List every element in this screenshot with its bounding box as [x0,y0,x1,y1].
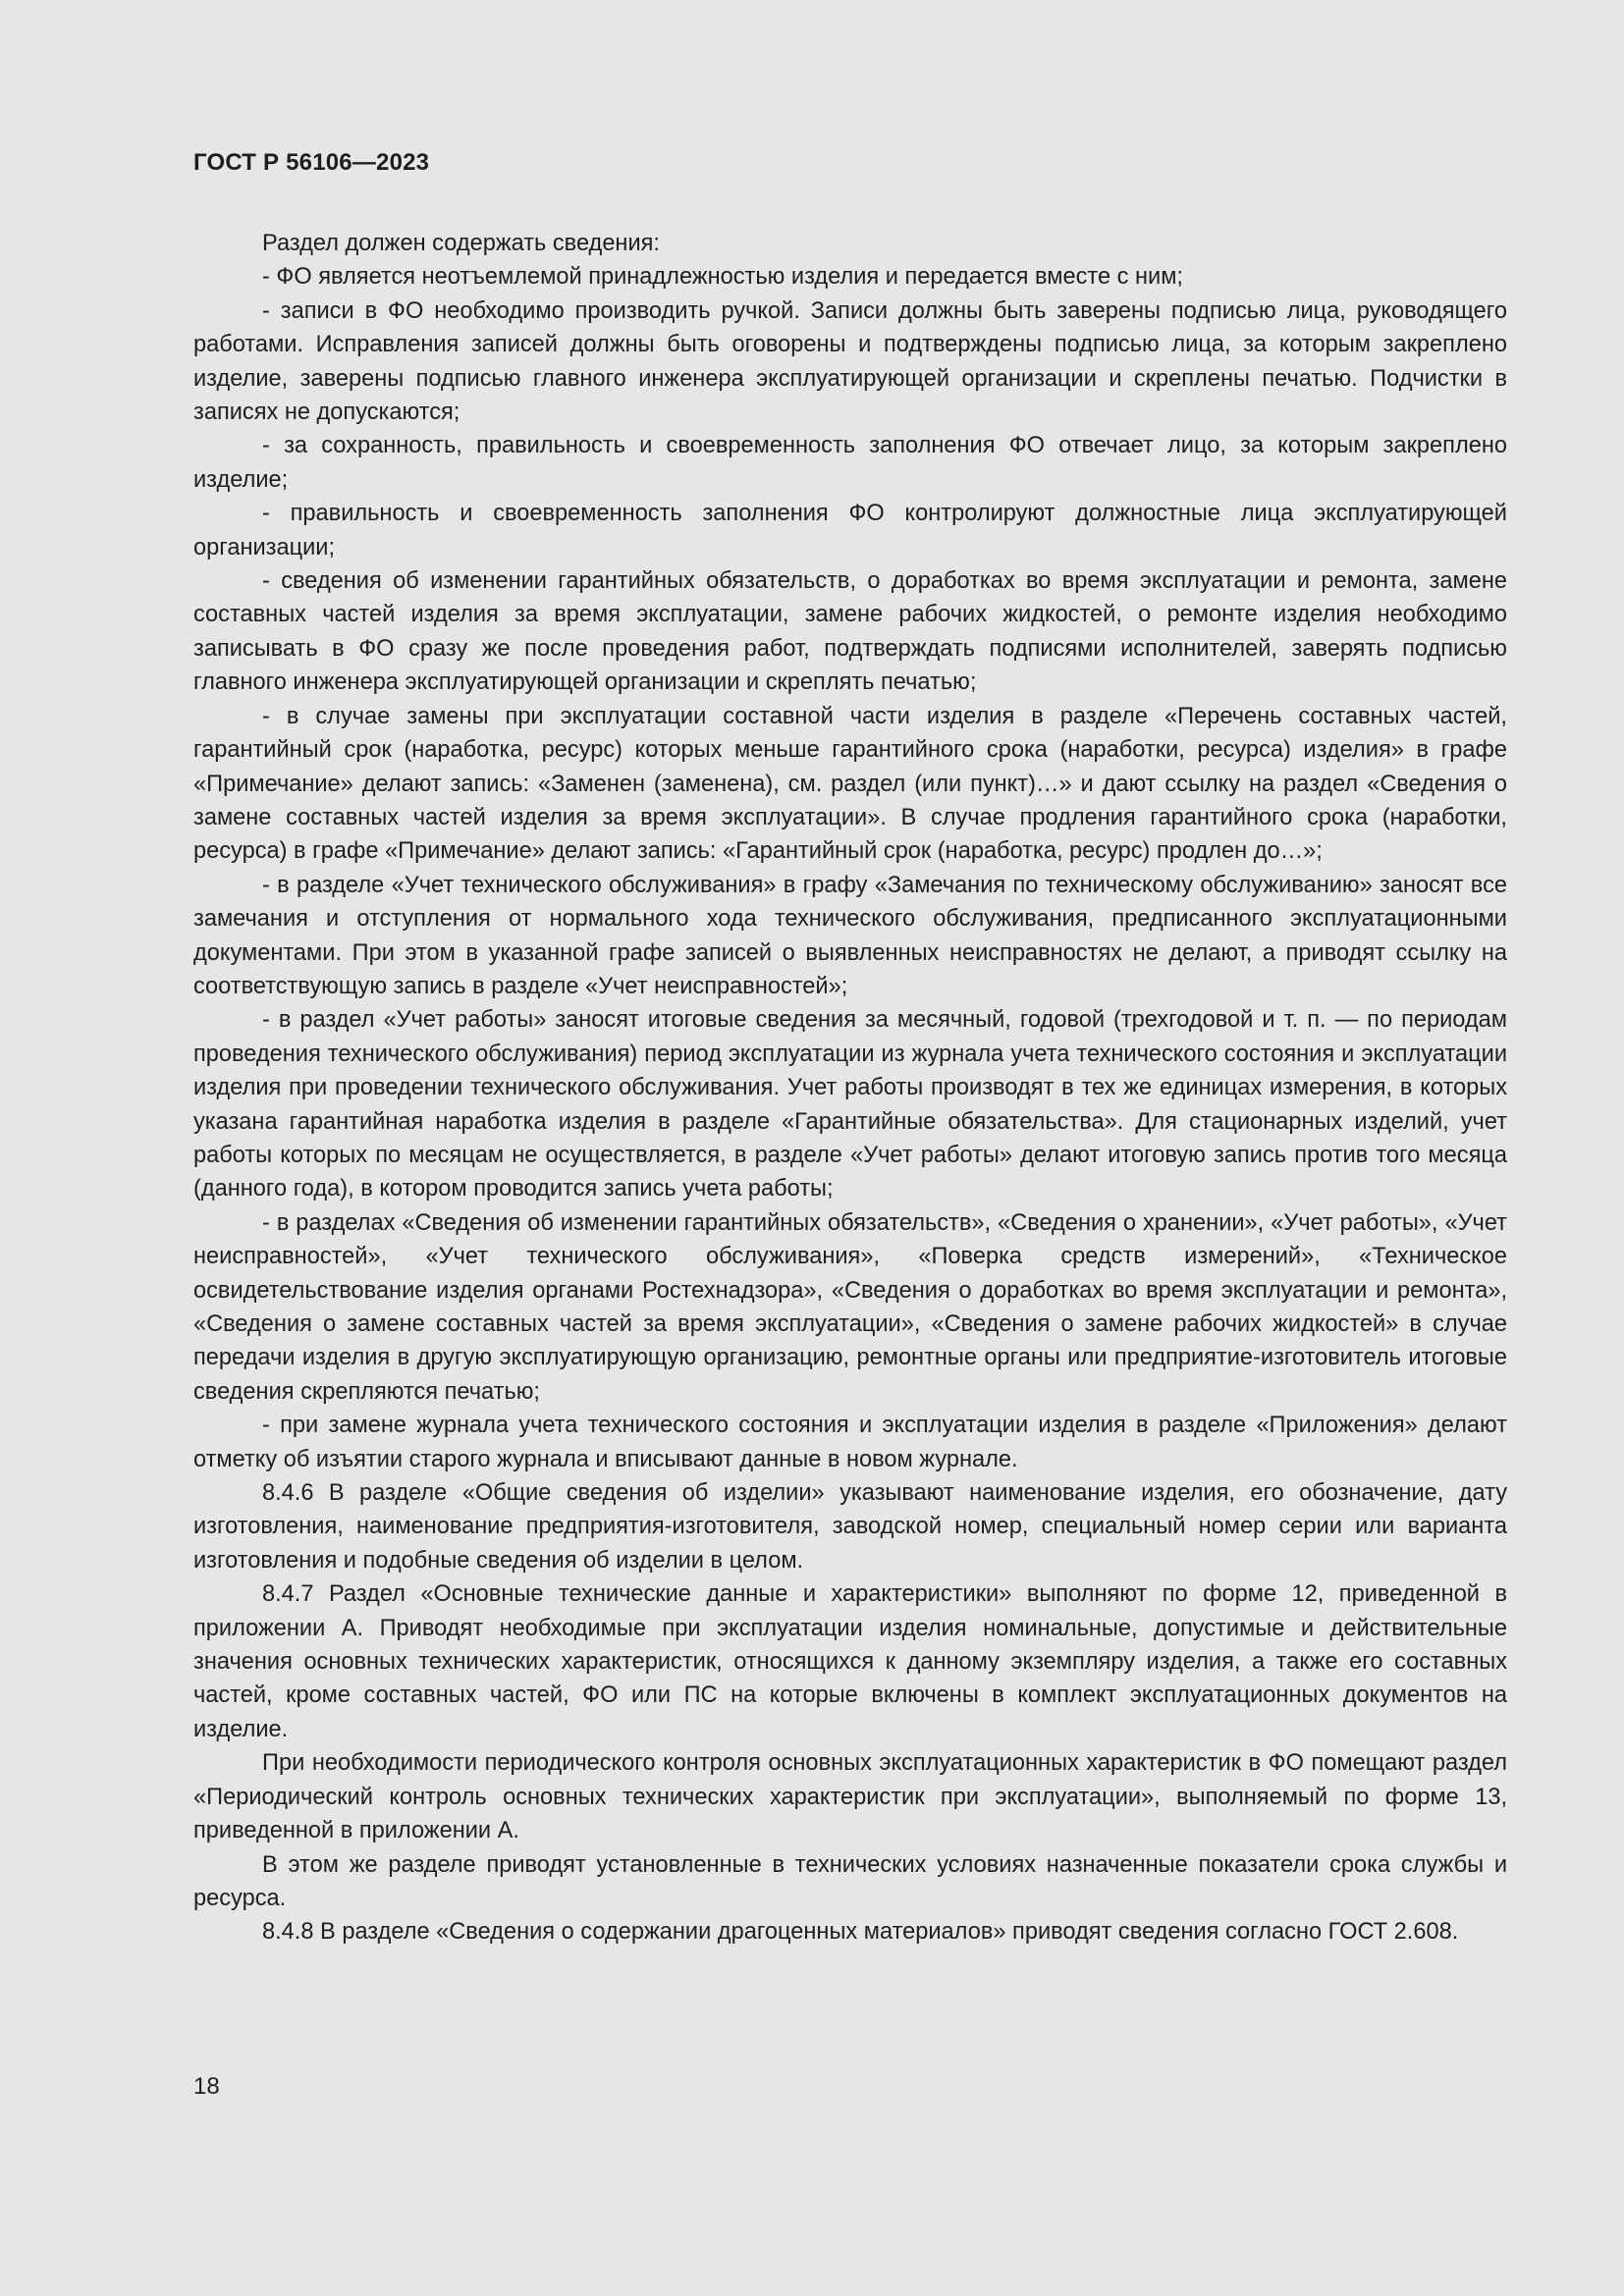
list-item: - в разделах «Сведения об изменении гарантийных обязательств», «Сведения о хранении», «Учет работы», «Учет неисправностей», «Учет технического обслуживания», «Поверка средств измерений», «Техническое освидетельствование изделия органами Ростехнадзора», «Сведения о доработках во время эксплуатации и ремонта», «Сведения о замене составных частей за время эксплуатации», «Сведения о замене рабочих жидкостей» в случае передачи изделия в другую эксплуатирующую организацию, ремонтные органы или предприятие-изготовитель итоговые сведения скрепляются печатью; [193,1209,1507,1405]
list-item: - сведения об изменении гарантийных обязательств, о доработках во время эксплуатации и ремонта, замене составных частей изделия за время эксплуатации, замене рабочих жидкостей, о ремонте изделия необходимо записывать в ФО сразу же после проведения работ, подтверждать подписями исполнителей, заверять подписью главного инженера эксплуатирующей организации и скреплять печатью; [193,568,1507,696]
list-item: - в раздел «Учет работы» заносят итоговые сведения за месячный, годовой (трехгодовой и т. п. — по периодам проведения технического обслуживания) период эксплуатации из журнала учета технического состояния и эксплуатации изделия при проведении технического обслуживания. Учет работы производят в тех же единицах измерения, в которых указана гарантийная наработка изделия в разделе «Гарантийные обязательства». Для стационарных изделий, учет работы которых по месяцам не осуществляется, в разделе «Учет работы» делают итоговую запись против того месяца (данного года), в котором проводится запись учета работы; [193,1007,1507,1202]
document-body [193,227,1507,1949]
standard-header: ГОСТ Р 56106—2023 [193,149,430,176]
clause-8-4-8: 8.4.8 В разделе «Сведения о содержании драгоценных материалов» приводят сведения согласно ГОСТ 2.608. [262,1919,1459,1946]
list-item: - правильность и своевременность заполнения ФО контролируют должностные лица эксплуатирующей организации; [193,501,1507,561]
paragraph: При необходимости периодического контроля основных эксплуатационных характеристик в ФО помещают раздел «Периодический контроль основных технических характеристик при эксплуатации», выполняемый по форме 13, приведенной в приложении А. [193,1750,1507,1844]
list-item: - записи в ФО необходимо производить ручкой. Записи должны быть заверены подписью лица, руководящего работами. Исправления записей должны быть оговорены и подтверждены подписью лица, за которым закреплено изделие, заверены подписью главного инженера эксплуатирующей организации и скреплены печатью. Подчистки в записях не допускаются; [193,297,1507,426]
list-item: - при замене журнала учета технического состояния и эксплуатации изделия в разделе «Приложения» делают отметку об изъятии старого журнала и вписывают данные в новом журнале. [193,1413,1507,1472]
list-item: - в разделе «Учет технического обслуживания» в графу «Замечания по техническому обслуживанию» заносят все замечания и отступления от нормального хода технического обслуживания, предписанного эксплуатационными документами. При этом в указанной графе записей о выявленных неисправностях не делают, а приводят ссылку на соответствующую запись в разделе «Учет неисправностей»; [193,872,1507,999]
list-item: - за сохранность, правильность и своевременность заполнения ФО отвечает лицо, за которым закреплено изделие; [193,433,1507,493]
list-item: - ФО является неотъемлемой принадлежностью изделия и передается вместе с ним; [262,264,1183,291]
list-item: - в случае замены при эксплуатации составной части изделия в разделе «Перечень составных частей, гарантийный срок (наработка, ресурс) которых меньше гарантийного срока (наработки, ресурса) изделия» в графе «Примечание» делают запись: «Заменен (заменена), см. раздел (или пункт)…» и дают ссылку на раздел «Сведения о замене составных частей изделия за время эксплуатации». В случае продления гарантийного срока (наработки, ресурса) в графе «Примечание» делают запись: «Гарантийный срок (наработка, ресурс) продлен до…»; [193,703,1507,865]
paragraph: В этом же разделе приводят установленные в технических условиях назначенные показатели срока службы и ресурса. [193,1851,1507,1911]
clause-8-4-7: 8.4.7 Раздел «Основные технические данные и характеристики» выполняют по форме 12, приведенной в приложении А. Приводят необходимые при эксплуатации изделия номинальные, допустимые и действительные значения основных технических характеристик, относящихся к данному экземпляру изделия, а также его составных частей, кроме составных частей, ФО или ПС на которые включены в комплект эксплуатационных документов на изделие. [193,1581,1507,1742]
page-number: 18 [193,2073,220,2100]
clause-8-4-6: 8.4.6 В разделе «Общие сведения об изделии» указывают наименование изделия, его обозначение, дату изготовления, наименование предприятия-изготовителя, заводской номер, специальный номер серии или варианта изготовления и подобные сведения об изделии в целом. [193,1480,1507,1574]
paragraph-intro: Раздел должен содержать сведения: [262,231,660,256]
